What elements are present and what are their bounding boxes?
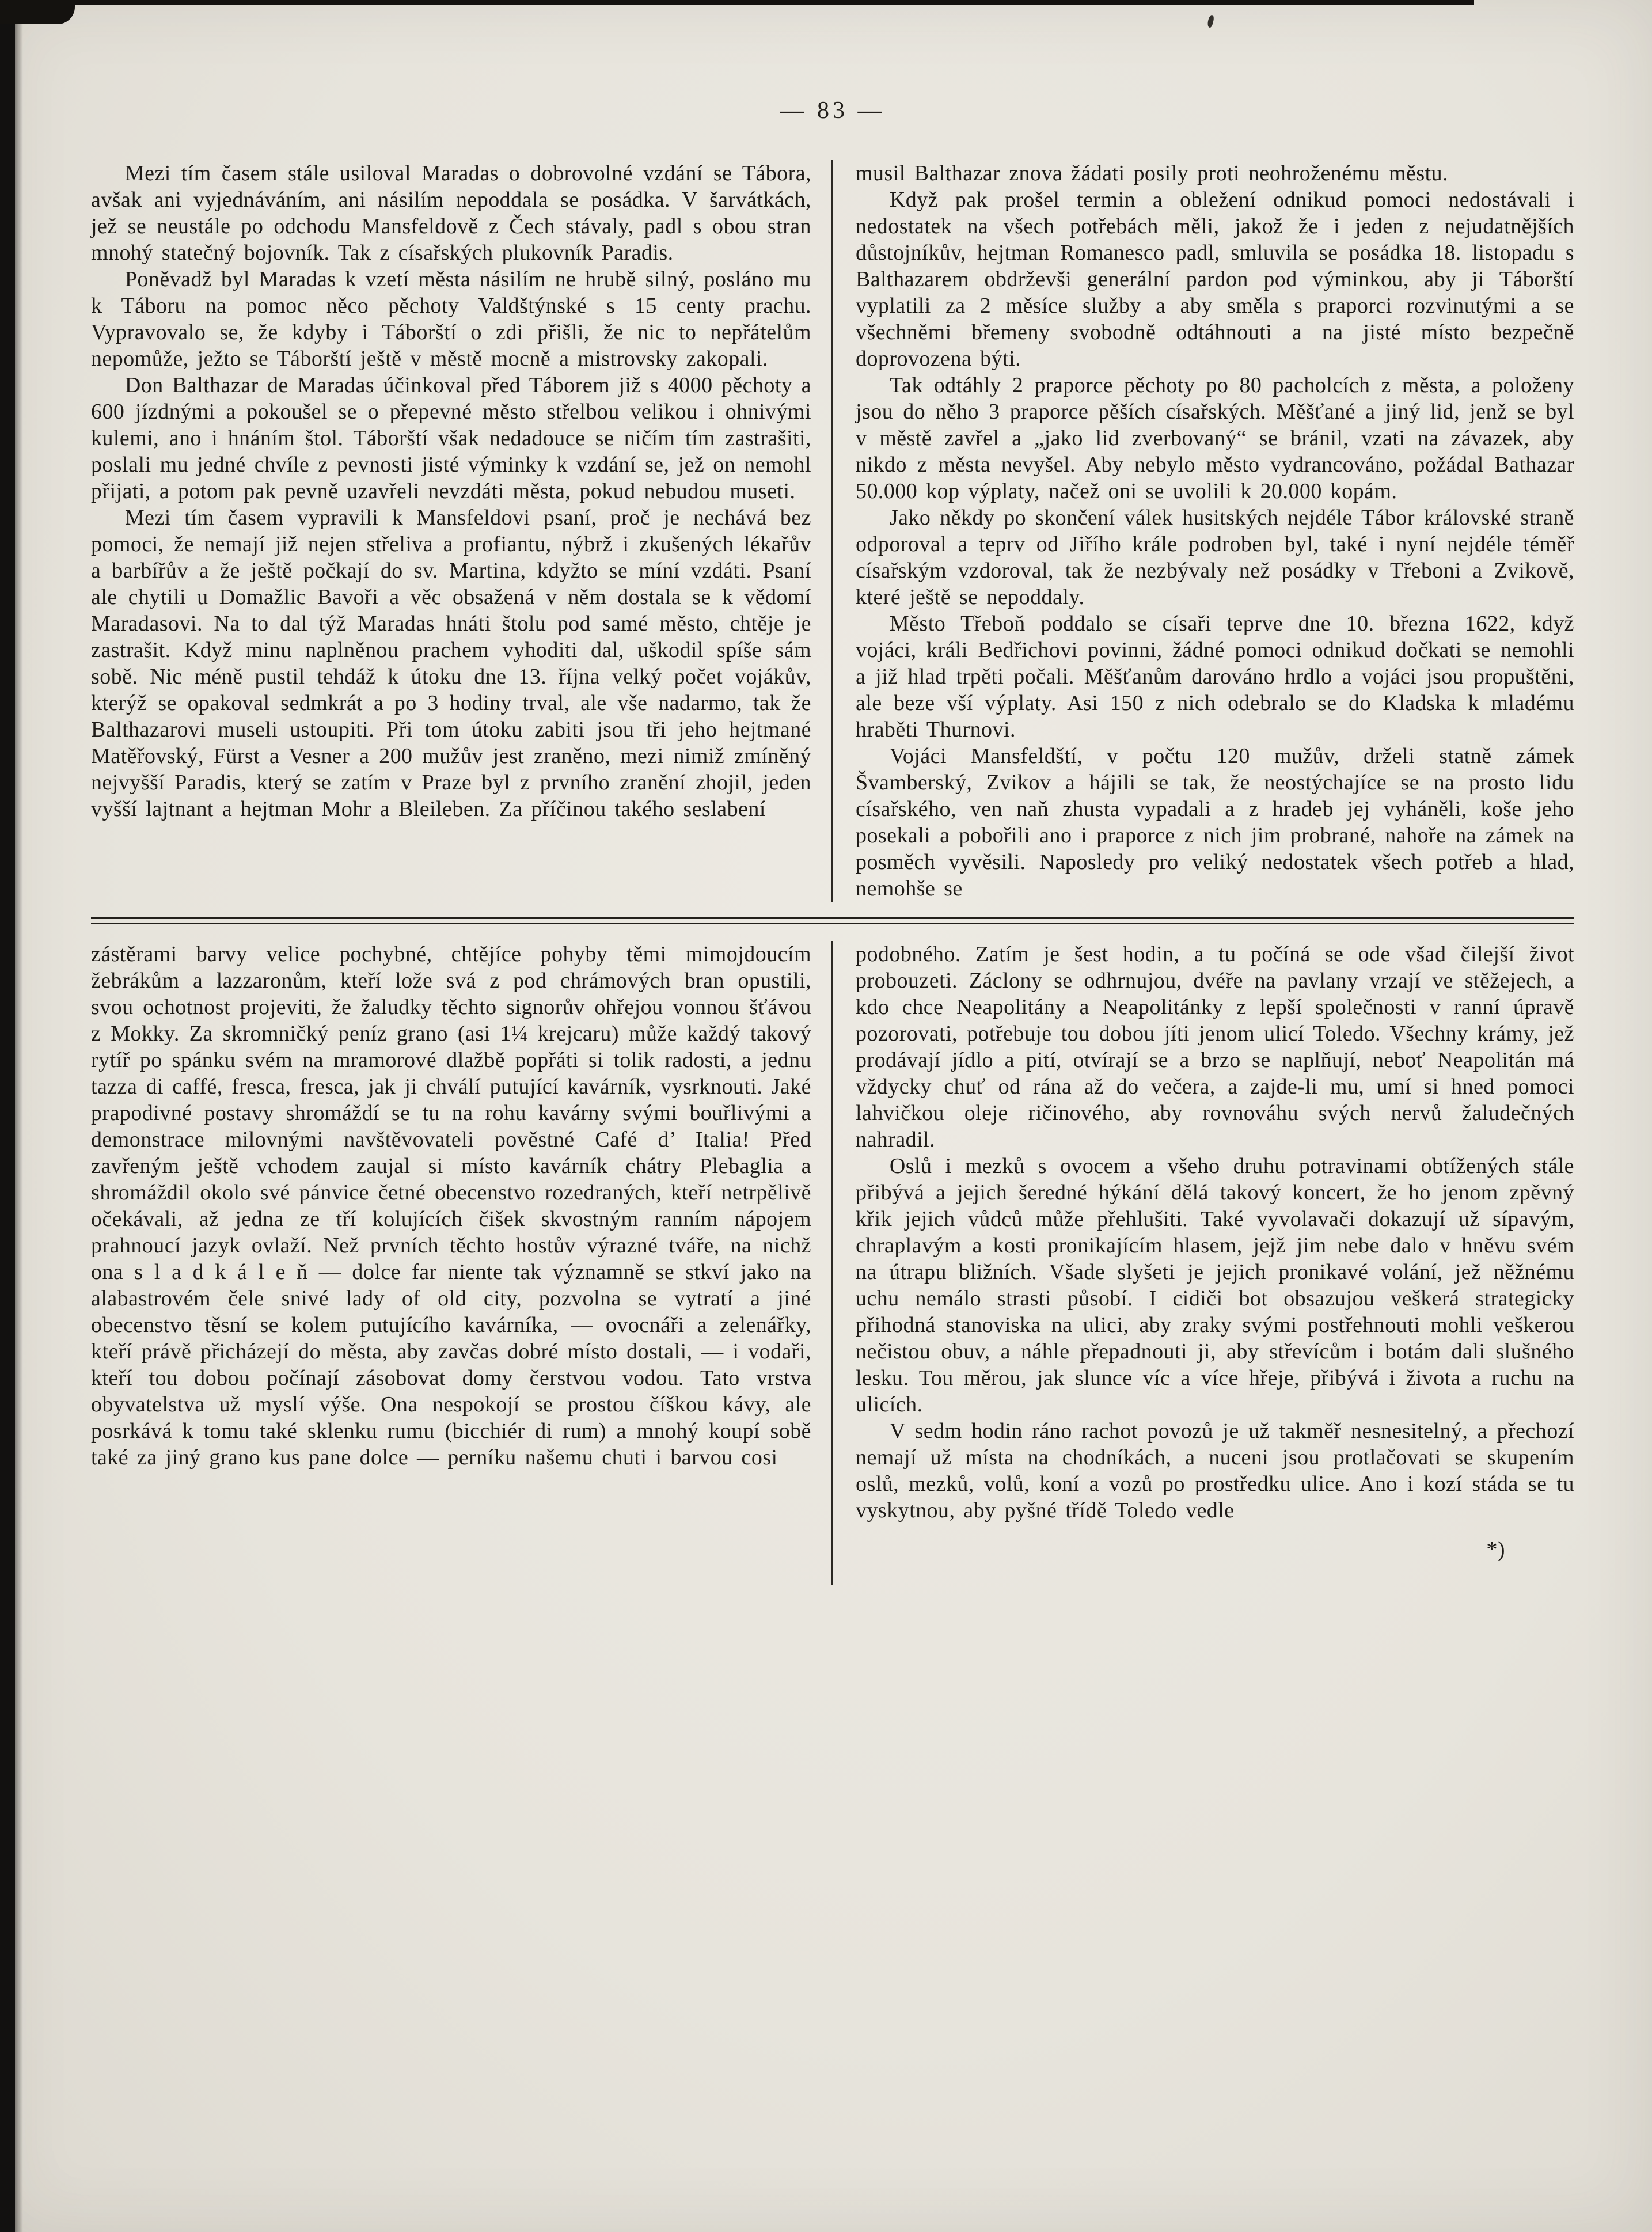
paragraph: Mezi tím časem vypravili k Mansfeldovi psaní, proč je nechává bez pomoci, že nemají již nejen střeliva a profiantu, nýbrž i zkušených lékařův a barbířův a že ještě počkají do sv. Martina, kdyžto se míní vzdáti. Psaní ale chytili u Domažlic Bavoři a věc obsažená v něm dostala se k vědomí Maradasovi. Na to dal týž Maradas hnáti štolu pod samé město, chtěje je zastrašit. Když minu naplněnou prachem vyhoditi dal, uškodil spíše sám sobě. Nic méně pustil tehdáž k útoku dne 13. října velký počet vojákův, kterýž se opakoval sedmkrát a po 3 hodiny trval, ale vše nadarmo, tak že Balthazarovi museli ustoupiti. Při tom útoku zabiti jsou tři jeho hejtmané Matěřovský, Fürst a Vesner a 200 mužův jest zraněno, mezi nimiž zmíněný nejvyšší Paradis, který se zatím v Praze byl z prvního zranění zhojil, jeden vyšší lajtnant a hejtman Mohr a Bleileben. Za příčinou takého seslabení [91,506,811,821]
paragraph: Když pak prošel termin a obležení odnikud pomoci nedostávali i nedostatek na všech potřebách měli, jakož že i jeden z nejudatnějších důstojníkův, hejtman Romanesco padl, smluvila se posádka 18. listopadu s Balthazarem obdrževši generální pardon pod výminkou, aby ji Táborští vyplatili za 2 měsíce služby a aby směla s praporci rozvinutými a se všechněmi břemeny svobodně odtáhnouti a na jisté místo bezpečně doprovozena býti. [856,188,1574,371]
scan-border-top [0,0,1474,5]
paragraph: Město Třeboň poddalo se císaři teprve dne 10. března 1622, když vojáci, králi Bedřichovi povinni, žádné pomoci odnikud dočkati se nemohli a již hlad trpěti počali. Měšťanům darováno hrdlo a vojáci jsou propuštěni, ale beze vší výplaty. Asi 150 z nich odebralo se do Kladska k mladému hraběti Thurnovi. [856,612,1574,742]
article-top-left-column [91,160,833,902]
scan-border-left-shadow [15,0,23,2232]
page-content [91,97,1574,1585]
paragraph: V sedm hodin ráno rachot povozů je už takměř nesnesitelný, a přechozí nemají už místa na chodníkách, a nuceni jsou protlačovati se skupením oslů, mezků, volů, koní a vozů po prostředku ulice. Ano i kozí stáda se tu vyskytnou, aby pyšné třídě Toledo vedle [856,1419,1574,1523]
paragraph: zástěrami barvy velice pochybné, chtějíce pohyby těmi mimojdoucím žebrákům a lazzaronům, kteří lože svá z pod chrámových bran opustili, svou ochotnost projeviti, že žaludky těchto signorův ohřejou vonnou šťávou z Mokky. Za skromničký peníz grano (asi 1¼ krejcaru) může každý takový rytíř po spánku svém na mramorové dlažbě popřáti si tolik radosti, a jednu tazza di caffé, fresca, fresca, jak ji chválí putující kavárník, vysrknouti. Jaké prapodivné postavy shromáždí se tu na rohu kavárny svými bouřlivými a demonstrace milovnými navštěvovateli pověstné Café d’ Italia! Před zavřeným ještě vchodem zaujal si místo kavárník chátry Plebaglia a shromáždil okolo své pánvice četné obecenstvo rozedraných, kteří netrpělivě očekávali, až jedna ze tří kolujících čišek skvostným ranním nápojem prahnoucí jazyk ovlaží. Než prvních těchto hostův výrazné tváře, na nichž ona s l a d k á l e ň — dolce far niente tak významně se stkví jako na alabastrovém čele snivé lady of old city, pozvolna se vytratí a jiné obecenstvo těsní se kolem putujícího kavárníka, — ovocnáři a zelenářky, kteří právě přicházejí do města, aby zavčas dobré místo dostali, — i vodaři, kteří tou dobou počínají zásobovat domy čerstvou vodou. Tato vrstva obyvatelstva už myslí výše. Ona nespokojí se prostou číškou kávy, ale posrkává k tomu také sklenku rumu (bicchiér di rum) a mnohý koupí sobě také za jiný grano kus pane dolce — perníku našemu chuti i barvou cosi [91,942,811,1470]
feuilleton-right-column [833,941,1574,1585]
paragraph: Jako někdy po skončení válek husitských nejdéle Tábor královské straně odporoval a teprv od Jiřího krále podroben byl, také i nyní nejdéle téměř císařským vzdoroval, tak že nezbývaly než posádky v Třeboni a Zvikově, které ještě se nepoddaly. [856,506,1574,609]
paragraph: Poněvadž byl Maradas k vzetí města násilím ne hrubě silný, posláno mu k Táboru na pomoc něco pěchoty Valdštýnské s 15 centy prachu. Vypravovalo se, že kdyby i Táborští o zdi přišli, že nic to nepřátelům nepomůže, ježto se Táborští ještě v městě mocně a mistrovsky zakopali. [91,267,811,371]
scan-border-left [0,0,15,2232]
scan-artifact-speck [1206,14,1214,28]
paragraph: musil Balthazar znova žádati posily proti neohroženému městu. [856,161,1449,185]
footnote-mark: *) [1486,1538,1505,1562]
paragraph: Mezi tím časem stále usiloval Maradas o dobrovolné vzdání se Tábora, avšak ani vyjednáváním, ani násilím nepoddala se posádka. V šarvátkách, jež se neustále po odchodu Mansfeldově z Čech stávaly, padl s obou stran mnohý statečný bojovník. Tak z císařských plukovník Paradis. [91,161,811,265]
scan-border-corner [0,0,75,24]
paragraph: Tak odtáhly 2 praporce pěchoty po 80 pacholcích z města, a položeny jsou do něho 3 praporce pěších císařských. Měšťané a jiný lid, jenž se byl v městě zavřel a „jako lid zverbovaný“ se bránil, vzati na závazek, aby nikdo z města nevyšel. Aby nebylo město vydrancováno, požádal Bathazar 50.000 kop výplaty, načež oni se uvolili k 20.000 kopám. [856,373,1574,503]
feuilleton-section [91,941,1574,1585]
article-top-section [91,160,1574,902]
feuilleton-left-column [91,941,833,1585]
section-divider-rule [91,917,1574,924]
paragraph: podobného. Zatím je šest hodin, a tu počíná se ode všad čilejší život probouzeti. Záclony se odhrnujou, dvéře na pavlany vrzají ve stěžejech, a kdo chce Neapolitány a Neapolitánky z lepší společnosti v ranní úpravě pozorovati, potřebuje tou dobou jíti jenom ulicí Toledo. Všechny krámy, jež prodávají jídlo a pití, otvírají se a brzo se naplňují, neboť Neapolitán má vždycky chuť od rána až do večera, a zajde-li mu, umí si hned pomoci lahvičkou oleje ričinového, aby rovnováhu svých nervů žaludečných nahradil. [856,942,1574,1152]
paragraph: Vojáci Mansfeldští, v počtu 120 mužův, drželi statně zámek Švamberský, Zvikov a hájili se tak, že neostýchajíce se na prosto lidu císařského, ven naň zhusta vypadali a z hradeb jej vyháněli, koše jeho posekali a pobořili ano i praporce z nich jim probrané, nahoře na zámek na posměch vyvěsili. Naposledy pro veliký nedostatek všech potřeb a hlad, nemohše se [856,744,1574,901]
article-top-right-column [833,160,1574,902]
paragraph: Oslů i mezků s ovocem a všeho druhu potravinami obtížených stále přibývá a jejich šeredné hýkání dělá takový koncert, že ho jenom zpěvný křik jejich vůdců může přehlušiti. Také vyvolavači dokazují už sípavým, chraplavým a kosti pronikajícím hlasem, jejž jim nebe dalo v hněvu svém na útrapu bližních. Všade slyšeti je jejich pronikavé volání, jež něžnému uchu nemálo strasti působí. I cidiči bot obsazujou veškerá strategicky přihodná stanoviska na ulici, aby zraky svými postřehnouti mohli veškerou nečistou obuv, a náhle přepadnouti ji, aby střevícům i botám dali slušného lesku. Tou měrou, jak slunce víc a více hřeje, přibývá i života a ruchu na ulicích. [856,1154,1574,1417]
page-number: — 83 — [780,97,886,124]
feuilleton-right-paragraphs [856,941,1574,1524]
paragraph: Don Balthazar de Maradas účinkoval před Táborem již s 4000 pěchoty a 600 jízdnými a pokoušel se o přepevné město střelbou velikou i ohnivými kulemi, ano i hnáním štol. Táborští však nedadouce se ničím tím zastrašiti, poslali mu jedné chvíle z pevnosti jisté výminky k vzdání se, jež on nemohl přijati, a potom pak pevně uzavřeli nevzdáti města, pokud nebudou museti. [91,373,811,503]
